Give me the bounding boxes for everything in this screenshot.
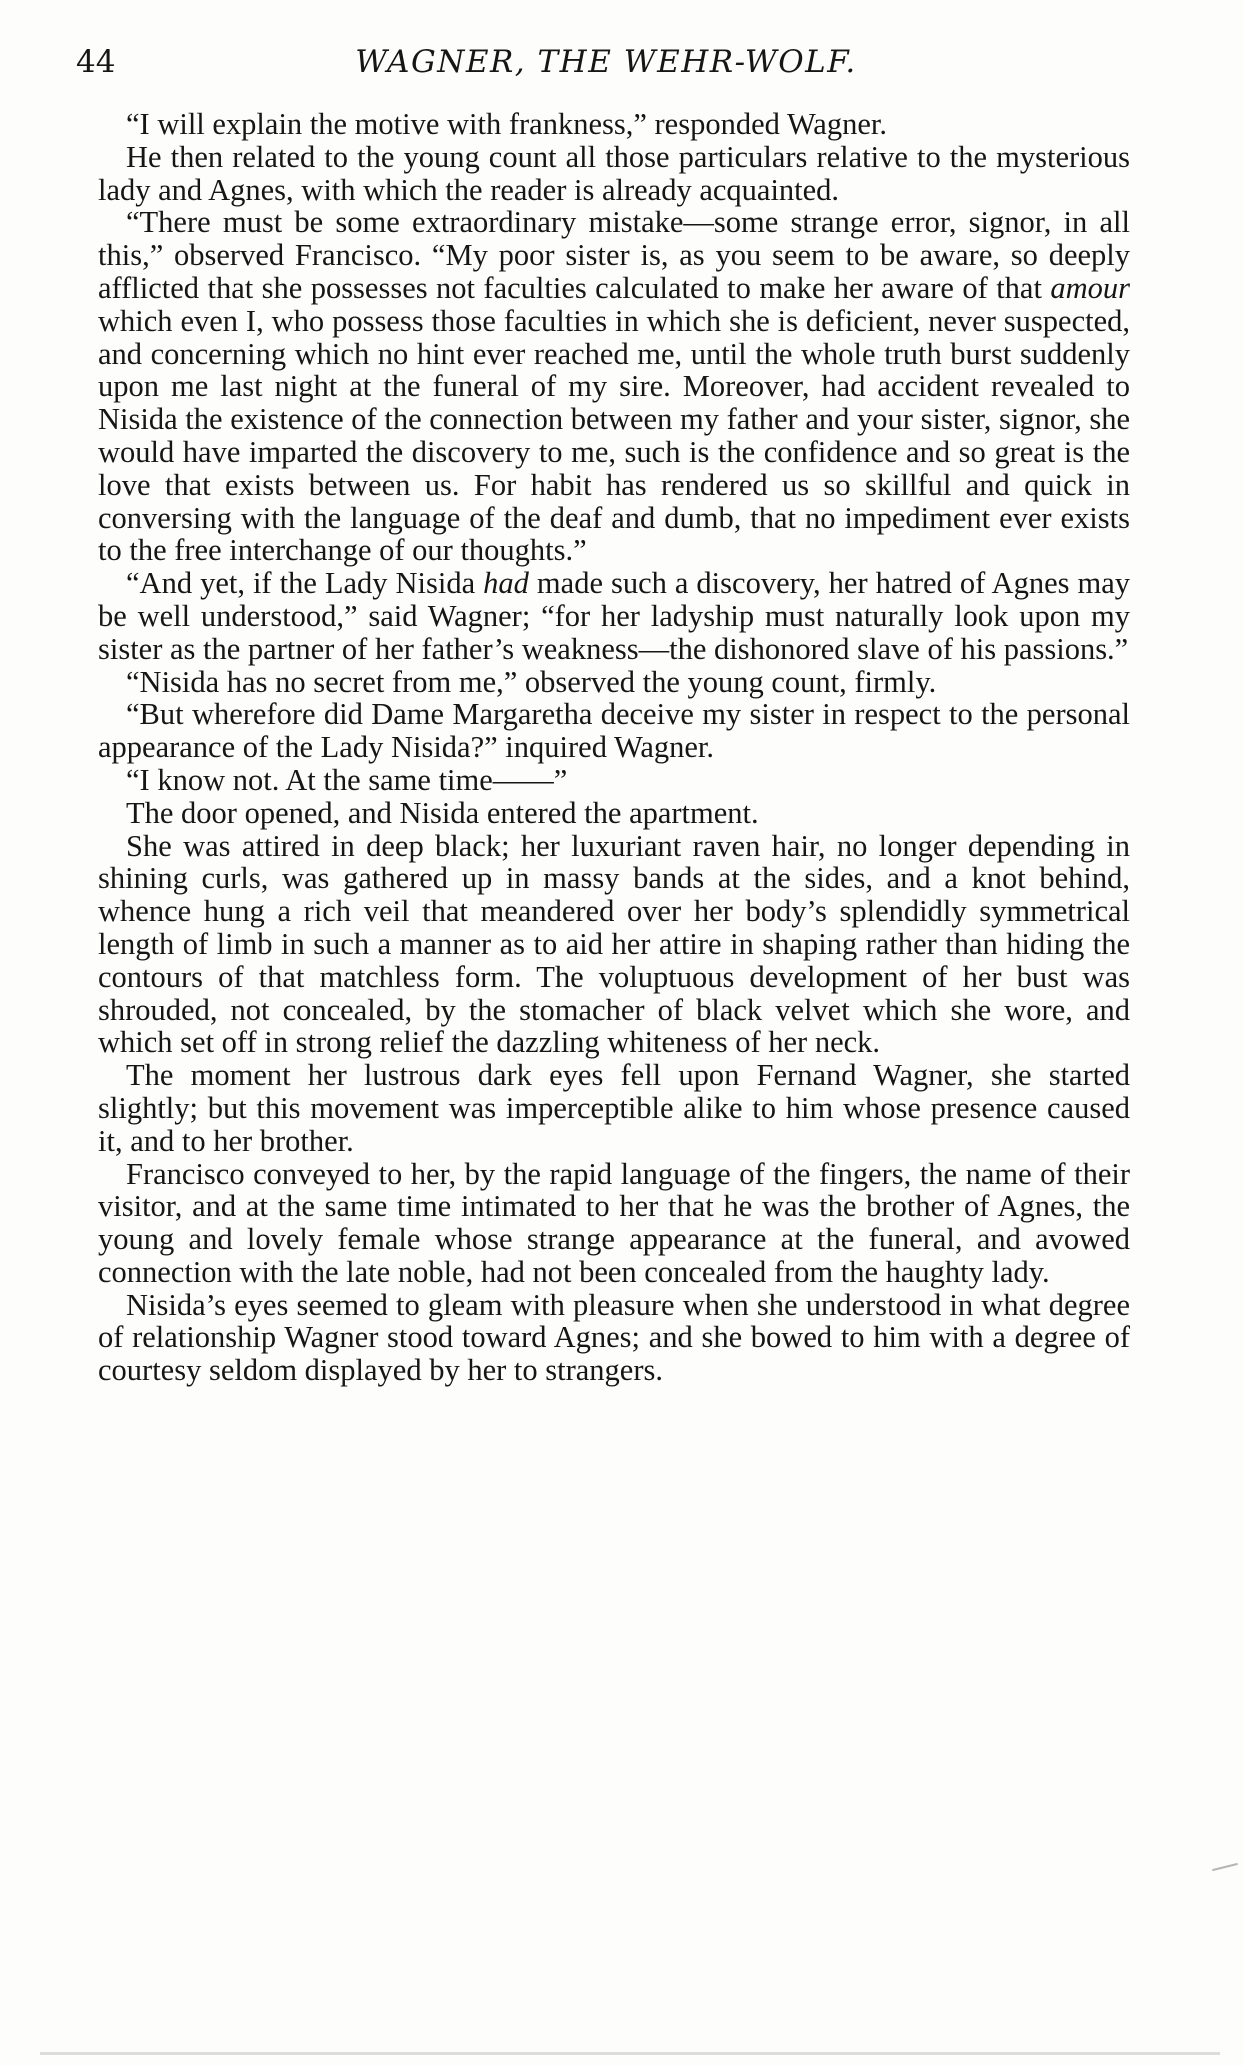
paragraph: The moment her lustrous dark eyes fell upon Fernand Wagner, she started slightly; but this movement was imperceptible alike to him whose presence caused it, and to her brother. bbox=[98, 1058, 1130, 1158]
paragraph bbox=[98, 206, 1130, 567]
running-title: WAGNER, THE WEHR-WOLF. bbox=[355, 44, 857, 80]
paragraph: “I will explain the motive with frankness,” responded Wagner. bbox=[126, 107, 887, 141]
paragraph: “I know not. At the same time——” bbox=[126, 762, 568, 797]
paragraph: The door opened, and Nisida entered the apartment. bbox=[126, 795, 759, 830]
paragraph: She was attired in deep black; her luxuriant raven hair, no longer depending in shining curls, was gathered up in massy bands at the sides, and a knot behind, whence hung a rich veil that meandered over her body’s splendidly symmetrical length of limb in such a manner as to aid her attire in shaping rather than hiding the contours of that matchless form. The voluptuous development of her bust was shrouded, not concealed, by the stomacher of black velvet which she wore, and which set off in strong relief the dazzling whiteness of her neck. bbox=[98, 828, 1130, 1060]
text-run: made such a discovery, her hatred of Agnes may be well understood,” said Wagner; “for her ladyship must naturally look upon my sister as the partner of her father’s weakness—the dishonored slave of his passions.” bbox=[98, 566, 1130, 666]
body-text bbox=[98, 108, 1130, 1387]
scan-mark bbox=[40, 2052, 1220, 2055]
paragraph: Francisco conveyed to her, by the rapid language of the fingers, the name of their visitor, and at the same time intimated to her that he was the brother of Agnes, the young and lovely female whose strange appearance at the funeral, and avowed connection with the late noble, had not been concealed from the haughty lady. bbox=[98, 1156, 1130, 1289]
page-number: 44 bbox=[76, 44, 116, 80]
paragraph: Nisida’s eyes seemed to gleam with pleasure when she understood in what degree of relationship Wagner stood toward Agnes; and she bowed to him with a degree of courtesy seldom displayed by her to strangers. bbox=[98, 1287, 1130, 1388]
paragraph bbox=[98, 567, 1130, 665]
paragraph: “But wherefore did Dame Margaretha deceive my sister in respect to the personal appearance of the Lady Nisida?” inquired Wagner. bbox=[98, 697, 1130, 765]
text-run: “There must be some extraordinary mistake—some strange error, signor, in all this,” observed Francisco. “My poor sister is, as you seem to be aware, so deeply afflicted that she possesses not faculties calculated to make her aware of that bbox=[98, 205, 1130, 305]
scan-mark bbox=[1212, 1863, 1238, 1871]
paragraph: “Nisida has no secret from me,” observed the young count, firmly. bbox=[126, 664, 937, 699]
text-run: “And yet, if the Lady Nisida bbox=[126, 566, 484, 601]
paragraph: He then related to the young count all those particulars relative to the mysterious lady and Agnes, with which the reader is already acquainted. bbox=[98, 139, 1130, 207]
emphasized-word: had bbox=[483, 566, 529, 601]
emphasized-word: amour bbox=[1050, 270, 1130, 305]
text-run: which even I, who possess those faculties in which she is deficient, never suspected, and concerning which no hint ever reached me, until the whole truth burst suddenly upon me last night at the funeral of my sire. Moreover, had accident revealed to Nisida the existence of the connection between my father and your sister, signor, she would have imparted the discovery to me, such is the confidence and so great is the love that exists between us. For habit has rendered us so skillful and quick in conversing with the language of the deaf and dumb, that no impediment ever exists to the free interchange of our thoughts.” bbox=[98, 303, 1130, 568]
page-header bbox=[76, 40, 1136, 90]
